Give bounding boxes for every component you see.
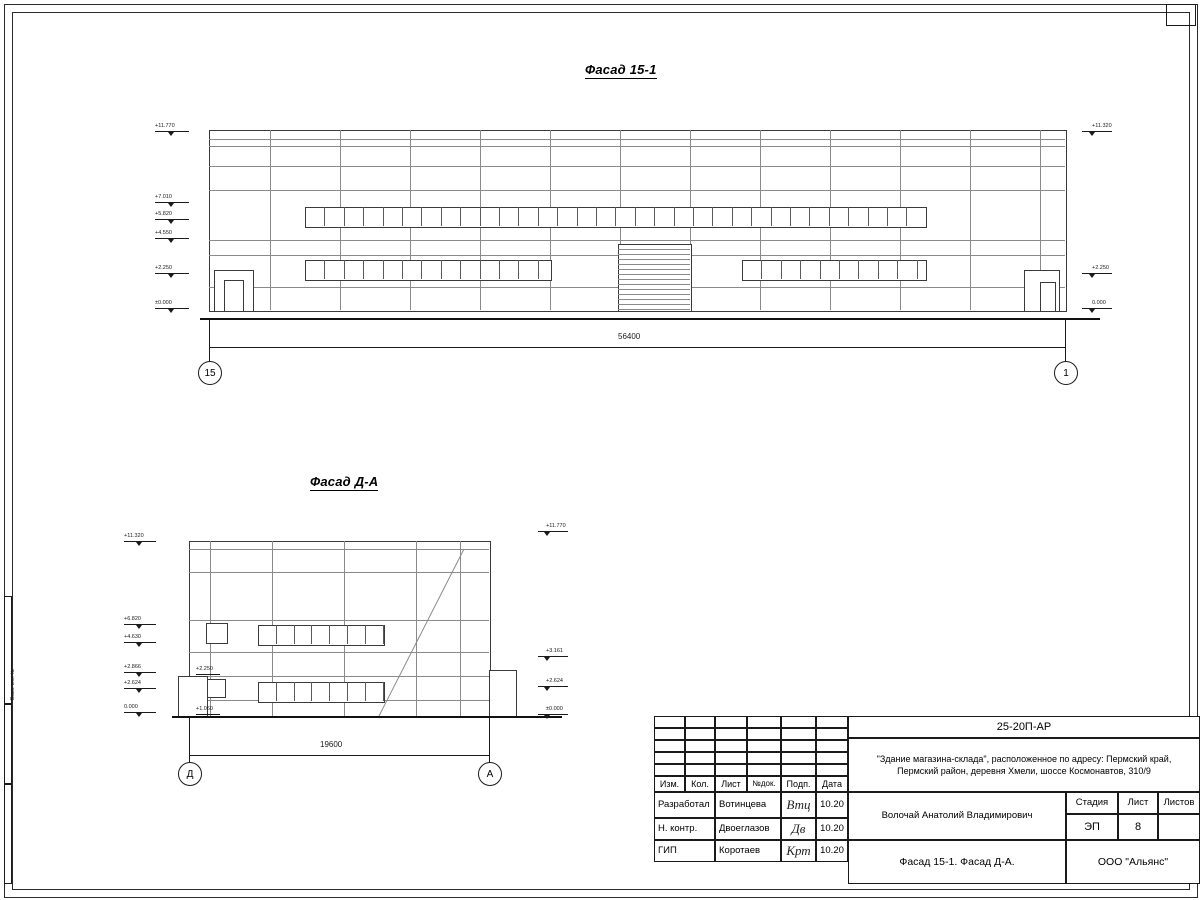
facade-1-level-mark-right: 0.000: [1092, 300, 1106, 306]
facade-2-porch-right: [489, 670, 517, 718]
facade-1-ground-line: [200, 318, 1100, 320]
side-box-2: [4, 704, 12, 784]
facade-1-joint: [209, 190, 1065, 191]
facade-1-title: Фасад 15-1: [585, 62, 657, 77]
facade-1-level-mark: +7.010: [155, 194, 172, 200]
facade-1-mullion: [970, 130, 971, 310]
stamp-col-izm: Изм.: [654, 776, 685, 792]
facade-2-level-mark: +2.866: [124, 664, 141, 670]
stamp-role-1: Разработал: [654, 792, 715, 818]
stamp-name-1: Вотинцева: [715, 792, 781, 818]
facade-1-mullion: [270, 130, 271, 310]
facade-2-axis-right: А: [478, 762, 502, 786]
facade-1-dimension-line: [209, 347, 1065, 348]
stamp-company: ООО "Альянс": [1066, 840, 1200, 884]
facade-2-level-mark: +2.624: [124, 680, 141, 686]
stamp-chief: Волочай Анатолий Владимирович: [848, 792, 1066, 840]
facade-2-level-mark: +4.630: [124, 634, 141, 640]
facade-2-level-mark-right: +11.770: [546, 523, 566, 529]
stamp-code: 25-20П-АР: [848, 716, 1200, 738]
facade-2-lower-window: [258, 682, 385, 703]
stamp-stage-label: Стадия: [1066, 792, 1118, 814]
title-block: [654, 716, 1200, 884]
facade-2-level-mark: +6.820: [124, 616, 141, 622]
facade-1-level-mark: +11.770: [155, 123, 175, 129]
facade-1-lower-window-left: [305, 260, 552, 281]
facade-2-level-mark-inner: +2.250: [196, 666, 213, 672]
facade-2-small-window-lower: [206, 679, 226, 698]
facade-2-small-window-upper: [206, 623, 228, 644]
stamp-project-line-2: Пермский район, деревня Хмели, шоссе Космонавтов, 310/9: [897, 766, 1151, 776]
stamp-sheets-label: Листов: [1158, 792, 1200, 814]
corner-box-top-right: [1166, 4, 1196, 26]
facade-1-entrance-right-door: [1040, 282, 1056, 312]
facade-2-level-mark-right: +2.624: [546, 678, 563, 684]
stamp-role-3: ГИП: [654, 840, 715, 862]
side-box-3: [4, 784, 12, 884]
facade-1-joint: [209, 166, 1065, 167]
facade-2-level-mark-right: +3.161: [546, 648, 563, 654]
facade-1-lower-window-right: [742, 260, 927, 281]
stamp-sign-2: Дв: [781, 818, 816, 840]
facade-1-overall-dimension: 56400: [618, 332, 641, 341]
stamp-role-2: Н. контр.: [654, 818, 715, 840]
facade-1-axis-left: 15: [198, 361, 222, 385]
facade-1-parapet-line: [209, 139, 1065, 140]
facade-2-level-mark: 0.000: [124, 704, 138, 710]
stamp-col-kol: Кол.: [685, 776, 715, 792]
stamp-sign-3: Крт: [781, 840, 816, 862]
stamp-col-podp: Подп.: [781, 776, 816, 792]
side-label-inv: Взам. инв. №: [10, 669, 16, 700]
facade-1-level-mark-right: +11.320: [1092, 123, 1112, 129]
stamp-date-3: 10.20: [816, 840, 848, 862]
stamp-sign-1: Втц: [781, 792, 816, 818]
facade-1-joint: [209, 240, 1065, 241]
facade-1-level-mark: ±0.000: [155, 300, 172, 306]
facade-1-level-mark: +4.550: [155, 230, 172, 236]
facade-1-parapet-line-2: [209, 146, 1065, 147]
stamp-project: [848, 738, 1200, 792]
stamp-stage-value: ЭП: [1066, 814, 1118, 840]
stamp-sheet-label: Лист: [1118, 792, 1158, 814]
facade-2-title: Фасад Д-А: [310, 474, 379, 489]
stamp-col-ndok: №док.: [747, 776, 781, 792]
stamp-col-data: Дата: [816, 776, 848, 792]
facade-2-overall-dimension: 19600: [320, 740, 343, 749]
facade-2-axis-left: Д: [178, 762, 202, 786]
facade-2-level-mark: +11.320: [124, 533, 144, 539]
stamp-project-line-1: "Здание магазина-склада", расположенное по адресу: Пермский край,: [876, 753, 1172, 764]
facade-2-level-mark-right: ±0.000: [546, 706, 563, 712]
facade-2-ground-line: [172, 716, 562, 718]
stamp-name-2: Двоеглазов: [715, 818, 781, 840]
stamp-sheet-title: Фасад 15-1. Фасад Д-А.: [848, 840, 1066, 884]
facade-1-entrance-left-door: [224, 280, 244, 312]
stamp-date-1: 10.20: [816, 792, 848, 818]
stamp-date-2: 10.20: [816, 818, 848, 840]
facade-1-level-mark: +2.250: [155, 265, 172, 271]
facade-1-axis-right: 1: [1054, 361, 1078, 385]
facade-2-level-mark-inner: +1.060: [196, 706, 213, 712]
stamp-name-3: Коротаев: [715, 840, 781, 862]
facade-1-level-mark-right: +2.250: [1092, 265, 1109, 271]
facade-1-level-mark: +5.820: [155, 211, 172, 217]
facade-2-upper-window: [258, 625, 385, 646]
stamp-sheet-value: 8: [1118, 814, 1158, 840]
stamp-col-list: Лист: [715, 776, 747, 792]
stamp-sheets-value: [1158, 814, 1200, 840]
